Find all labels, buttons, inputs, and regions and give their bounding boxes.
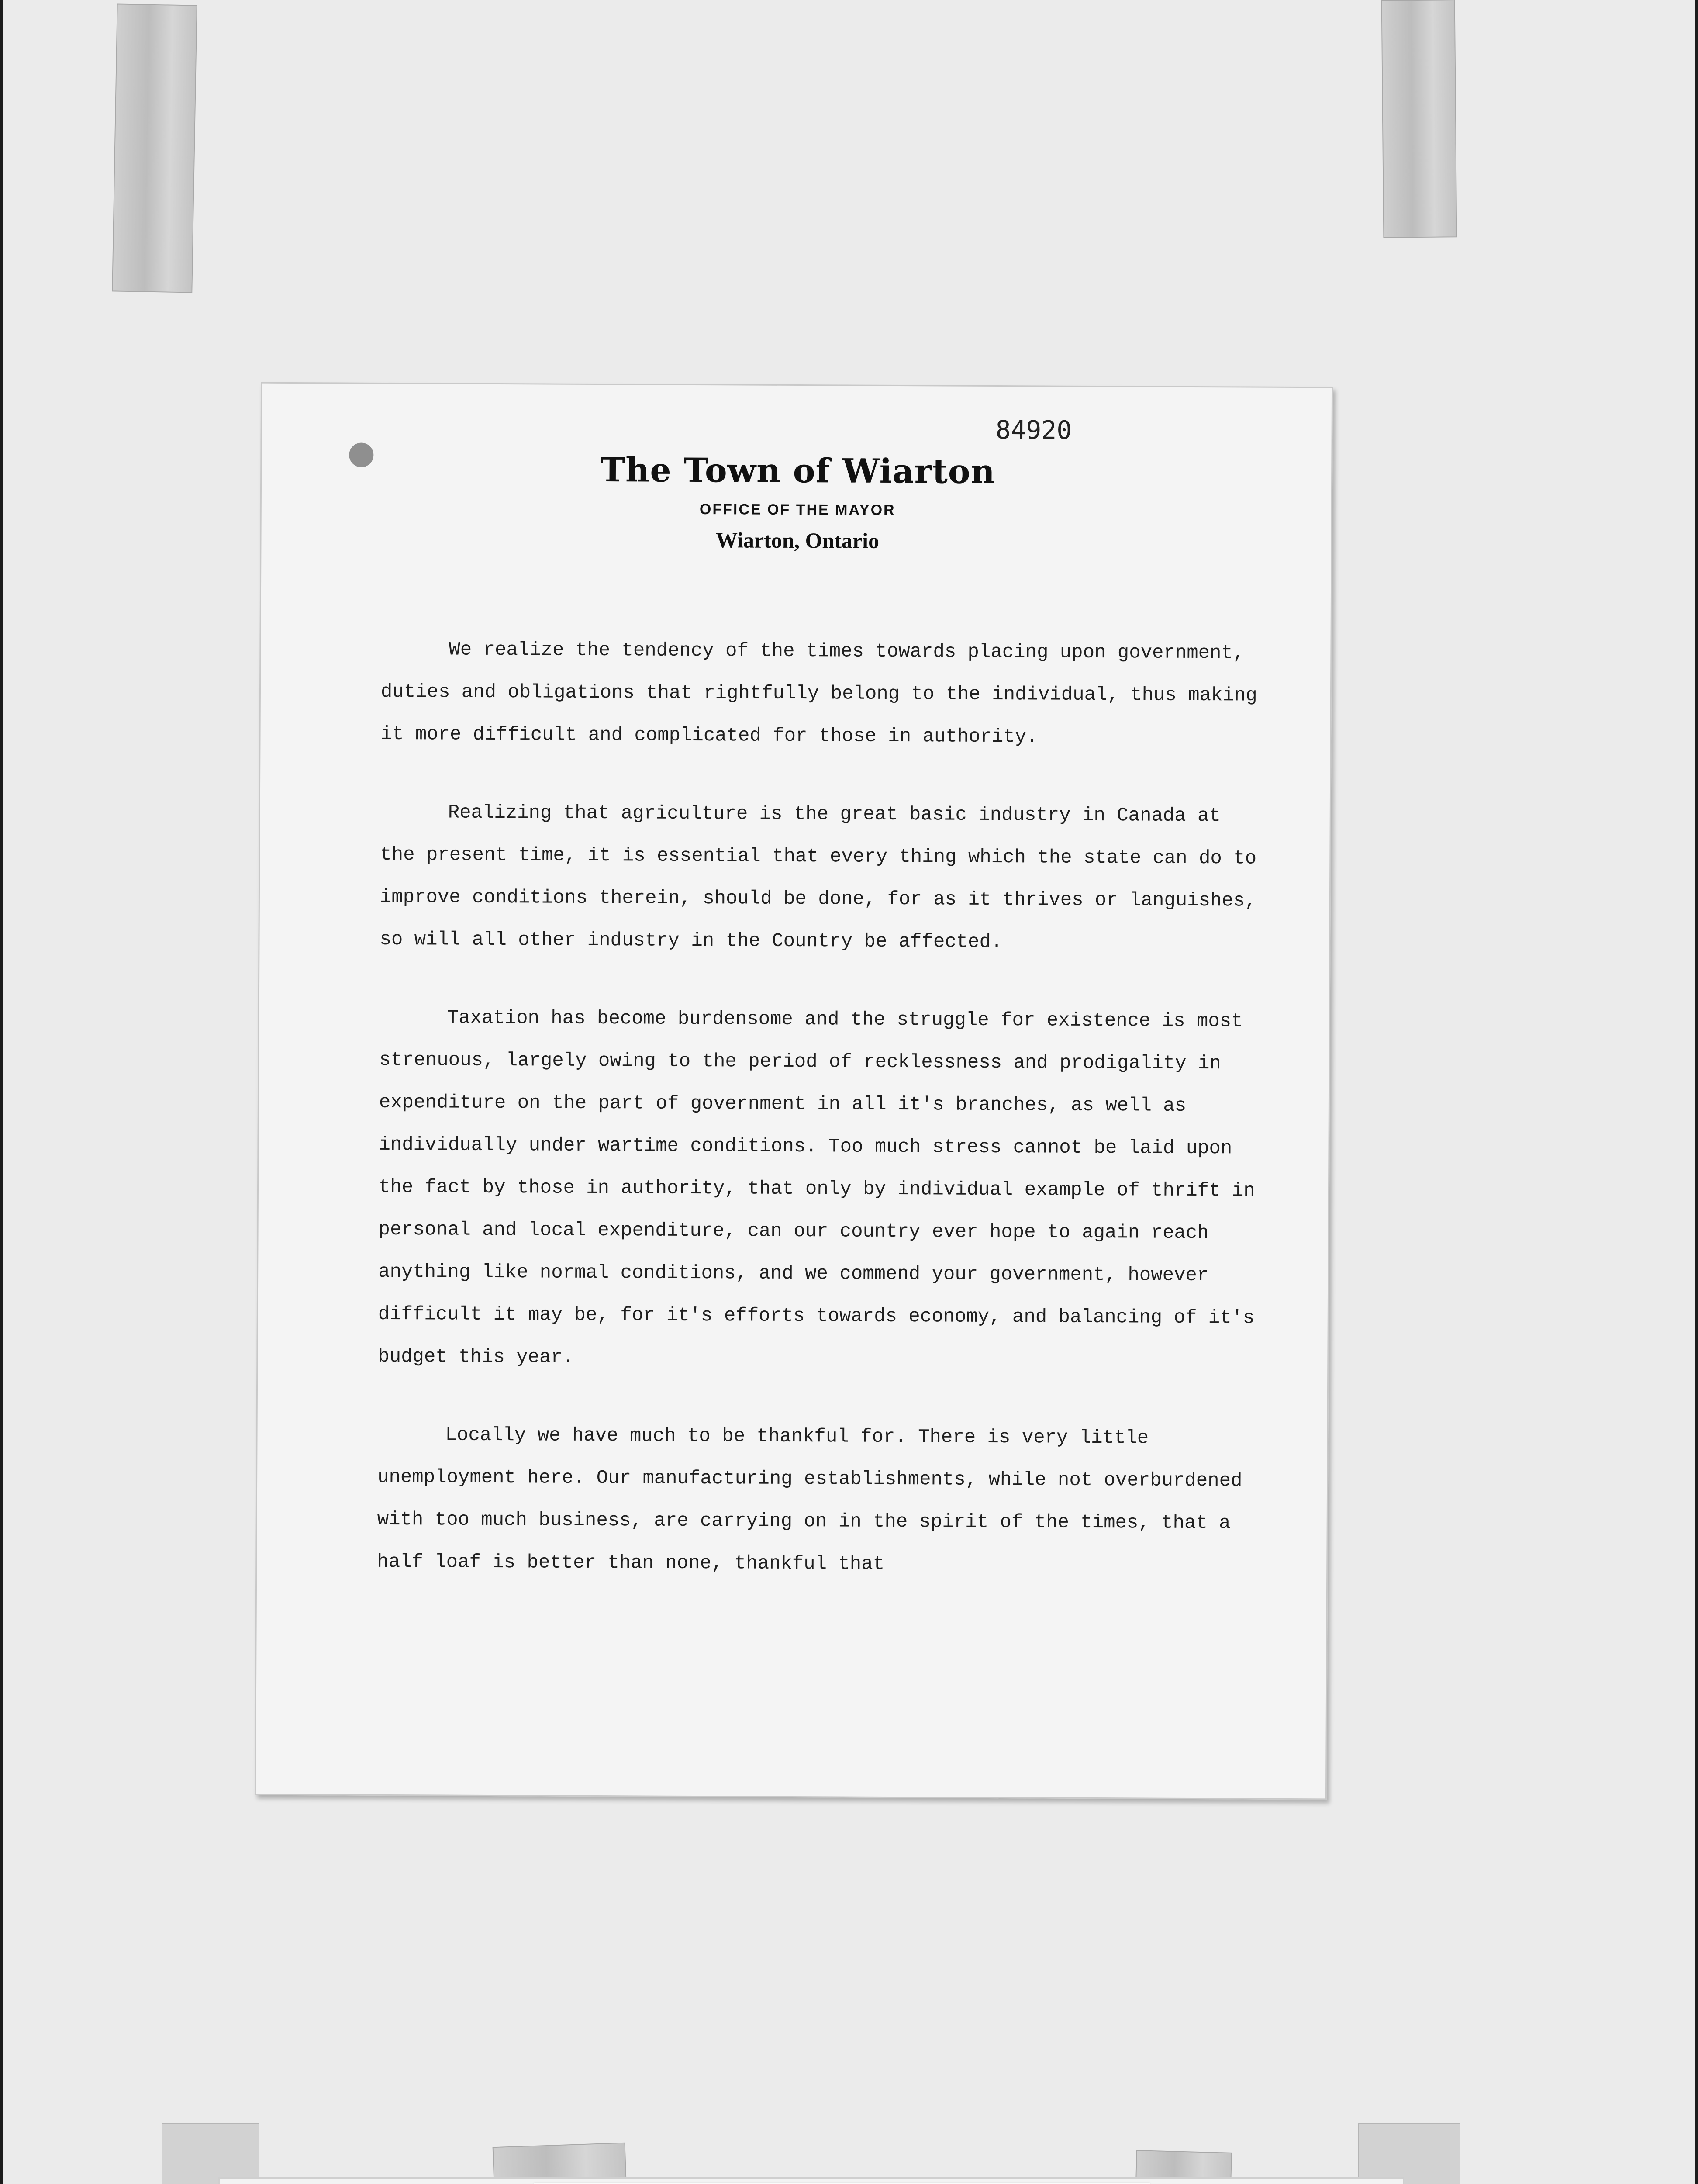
letter-page: [255, 382, 1333, 1800]
letterhead-place: Wiarton, Ontario: [715, 528, 880, 553]
tape-strip-right: [1381, 0, 1457, 238]
paragraph-2: Realizing that agriculture is the great basic industry in Canada at the present time, it is essential that every thing which the state can do to improve conditions therein, should be done, for as it thrives or languishes, so will all other industry in the Country be affected.: [380, 802, 1257, 954]
mount-block-left: [162, 2123, 259, 2184]
document-number: 84920: [995, 415, 1072, 445]
letterhead-office: OFFICE OF THE MAYOR: [699, 501, 896, 519]
paragraph-1: We realize the tendency of the times towards placing upon government, duties and obligations that rightfully belong to the individual, thus making it more difficult and complicated for those in authority.: [380, 639, 1257, 748]
paragraph-3: Taxation has become burdensome and the struggle for existence is most strenuous, largely owing to the period of recklessness and prodigality in expenditure on the part of government in all it's branches, as well as individually under wartime conditions. Too much stress cannot be laid upon the fact by those in authority, that only by individual example of thrift in personal and local expenditure, can our country ever hope to again reach anything like normal conditions, and we commend your government, however difficult it may be, for it's efforts towards economy, and balancing of it's budget this year.: [378, 1007, 1255, 1368]
archive-label: [218, 2177, 1404, 2184]
mount-block-right: [1358, 2123, 1460, 2184]
paragraph-4: Locally we have much to be thankful for. There is very little unemployment here. Our manufacturing establishments, while not overburdened with too much business, are carrying on in the spirit of the times, that a half loaf is better than none, thankful that: [377, 1424, 1242, 1575]
letterhead-title: The Town of Wiarton: [600, 450, 996, 491]
letter-body: [377, 629, 1263, 1623]
tape-strip-left: [112, 3, 197, 293]
